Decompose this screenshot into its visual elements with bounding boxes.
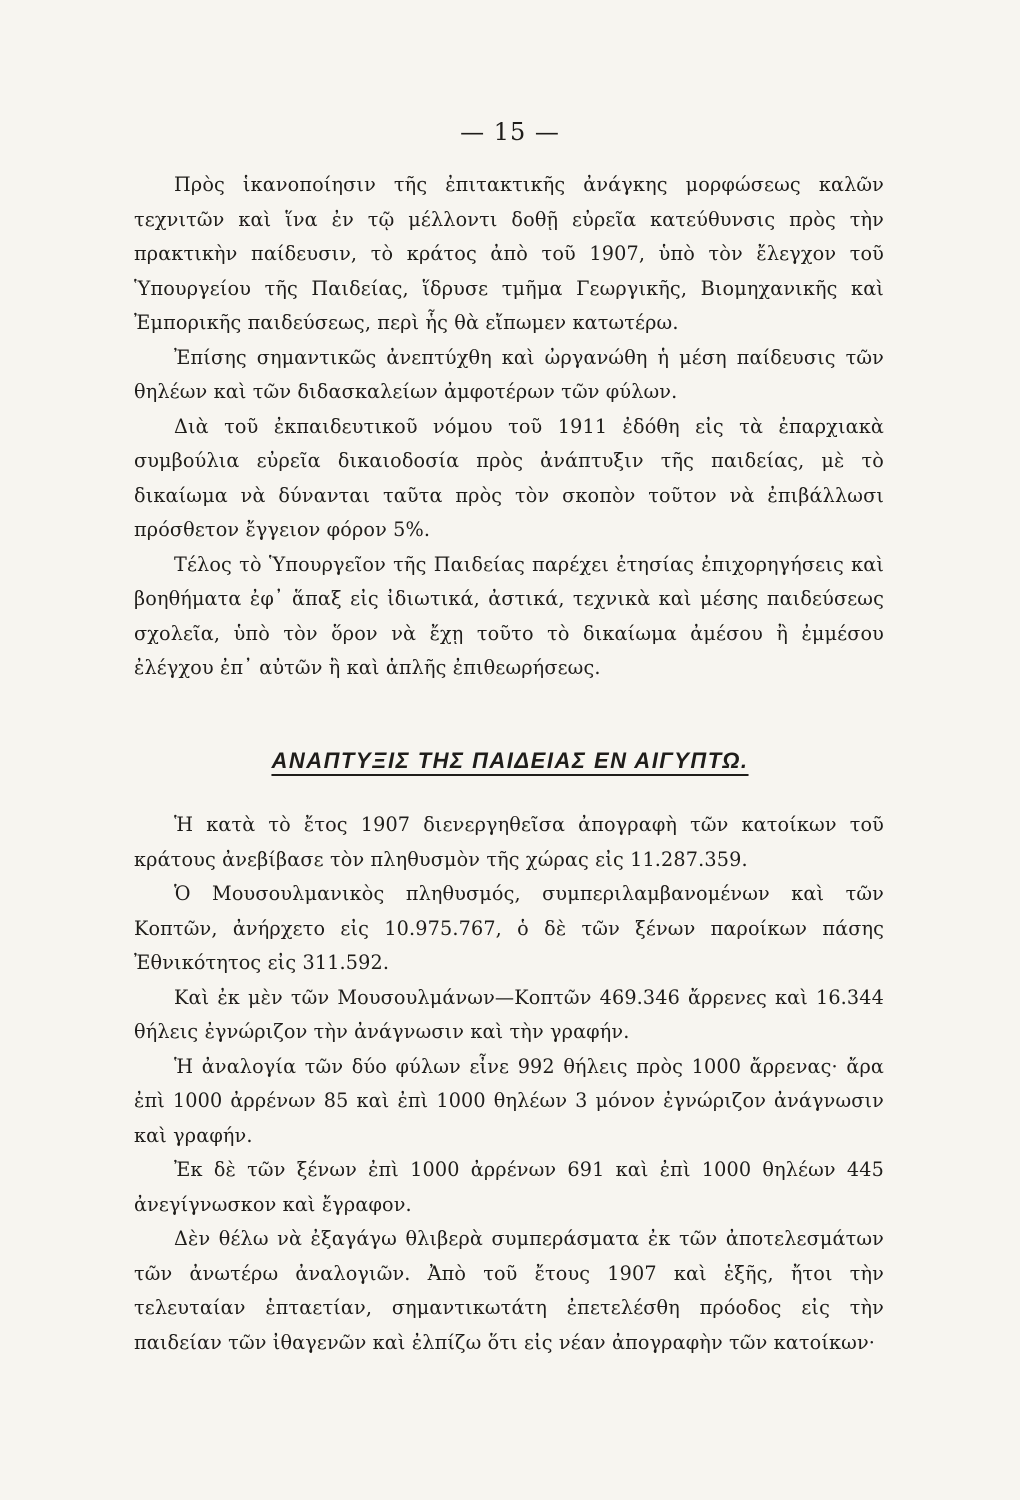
paragraph: Ἐκ δὲ τῶν ξένων ἐπὶ 1000 ἀρρένων 691 καὶ ἐπὶ 1000 θηλέων 445 ἀνεγίγνωσκον καὶ ἔγραφον. xyxy=(134,1158,884,1216)
paragraph: Ἡ κατὰ τὸ ἔτος 1907 διενεργηθεῖσα ἀπογραφὴ τῶν κατοίκων τοῦ κράτους ἀνεβίβασε τὸν πληθυσμὸν τῆς χώρας εἰς 11.287.359. xyxy=(134,813,884,871)
page-number: — 15 — xyxy=(460,118,560,146)
paragraph: Ὁ Μουσουλμανικὸς πληθυσμός, συμπεριλαμβανομένων καὶ τῶν Κοπτῶν, ἀνήρχετο εἰς 10.975.767, ὁ δὲ τῶν ξένων παροίκων πάσης Ἐθνικότητος εἰς 311.592. xyxy=(134,882,884,974)
paragraph: Διὰ τοῦ ἐκπαιδευτικοῦ νόμου τοῦ 1911 ἐδόθη εἰς τὰ ἐπαρχιακὰ συμβούλια εὐρεῖα δικαιοδοσία πρὸς ἀνάπτυξιν τῆς παιδείας, μὲ τὸ δικαίωμα νὰ δύνανται ταῦτα πρὸς τὸν σκοπὸν τοῦτον νὰ ἐπιβάλλωσι πρόσθετον ἔγγειον φόρον 5%. xyxy=(134,414,884,541)
paragraph: Πρὸς ἱκανοποίησιν τῆς ἐπιτακτικῆς ἀνάγκης μορφώσεως καλῶν τεχνιτῶν καὶ ἵνα ἐν τῷ μέλλοντι δοθῇ εὐρεῖα κατεύθυνσις πρὸς τὴν πρακτικὴν παίδευσιν, τὸ κράτος ἀπὸ τοῦ 1907, ὑπὸ τὸν ἔλεγχον τοῦ Ὑπουργείου τῆς Παιδείας, ἵδρυσε τμῆμα Γεωργικῆς, Βιομηχανικῆς καὶ Ἐμπορικῆς παιδεύσεως, περὶ ἧς θὰ εἴπωμεν κατωτέρω. xyxy=(134,173,884,334)
paragraph: Δὲν θέλω νὰ ἐξαγάγω θλιβερὰ συμπεράσματα ἐκ τῶν ἀποτελεσμάτων τῶν ἀνωτέρω ἀναλογιῶν. Ἀπὸ τοῦ ἔτους 1907 καὶ ἑξῆς, ἤτοι τὴν τελευταίαν ἑπταετίαν, σημαντικωτάτη ἐπετελέσθη πρόοδος εἰς τὴν παιδείαν τῶν ἰθαγενῶν καὶ ἐλπίζω ὅτι εἰς νέαν ἀπογραφὴν τῶν κατοίκων· xyxy=(134,1227,884,1354)
paragraph: Καὶ ἐκ μὲν τῶν Μουσουλμάνων—Κοπτῶν 469.346 ἄρρενες καὶ 16.344 θήλεις ἐγνώριζον τὴν ἀνάγνωσιν καὶ τὴν γραφήν. xyxy=(134,985,884,1043)
section-heading: ΑΝΑΠΤΥΞΙΣ ΤΗΣ ΠΑΙΔΕΙΑΣ ΕΝ ΑΙΓΥΠΤΩ. xyxy=(271,748,749,773)
text-section-egypt xyxy=(134,808,884,1360)
text-section-intro xyxy=(134,168,884,686)
paragraph: Ἡ ἀναλογία τῶν δύο φύλων εἶνε 992 θήλεις πρὸς 1000 ἄρρενας· ἄρα ἐπὶ 1000 ἀρρένων 85 καὶ ἐπὶ 1000 θηλέων 3 μόνον ἐγνώριζον ἀνάγνωσιν καὶ γραφήν. xyxy=(134,1054,884,1147)
paragraph: Τέλος τὸ Ὑπουργεῖον τῆς Παιδείας παρέχει ἐτησίας ἐπιχορηγήσεις καὶ βοηθήματα ἐφ᾽ ἅπαξ εἰς ἰδιωτικά, ἀστικά, τεχνικὰ καὶ μέσης παιδεύσεως σχολεῖα, ὑπὸ τὸν ὅρον νὰ ἔχῃ τοῦτο τὸ δικαίωμα ἀμέσου ἢ ἐμμέσου ἐλέγχου ἐπ᾽ αὐτῶν ἢ καὶ ἁπλῆς ἐπιθεωρήσεως. xyxy=(134,552,884,679)
paragraph: Ἐπίσης σημαντικῶς ἀνεπτύχθη καὶ ὠργανώθη ἡ μέση παίδευσις τῶν θηλέων καὶ τῶν διδασκαλείων ἀμφοτέρων τῶν φύλων. xyxy=(134,345,884,403)
